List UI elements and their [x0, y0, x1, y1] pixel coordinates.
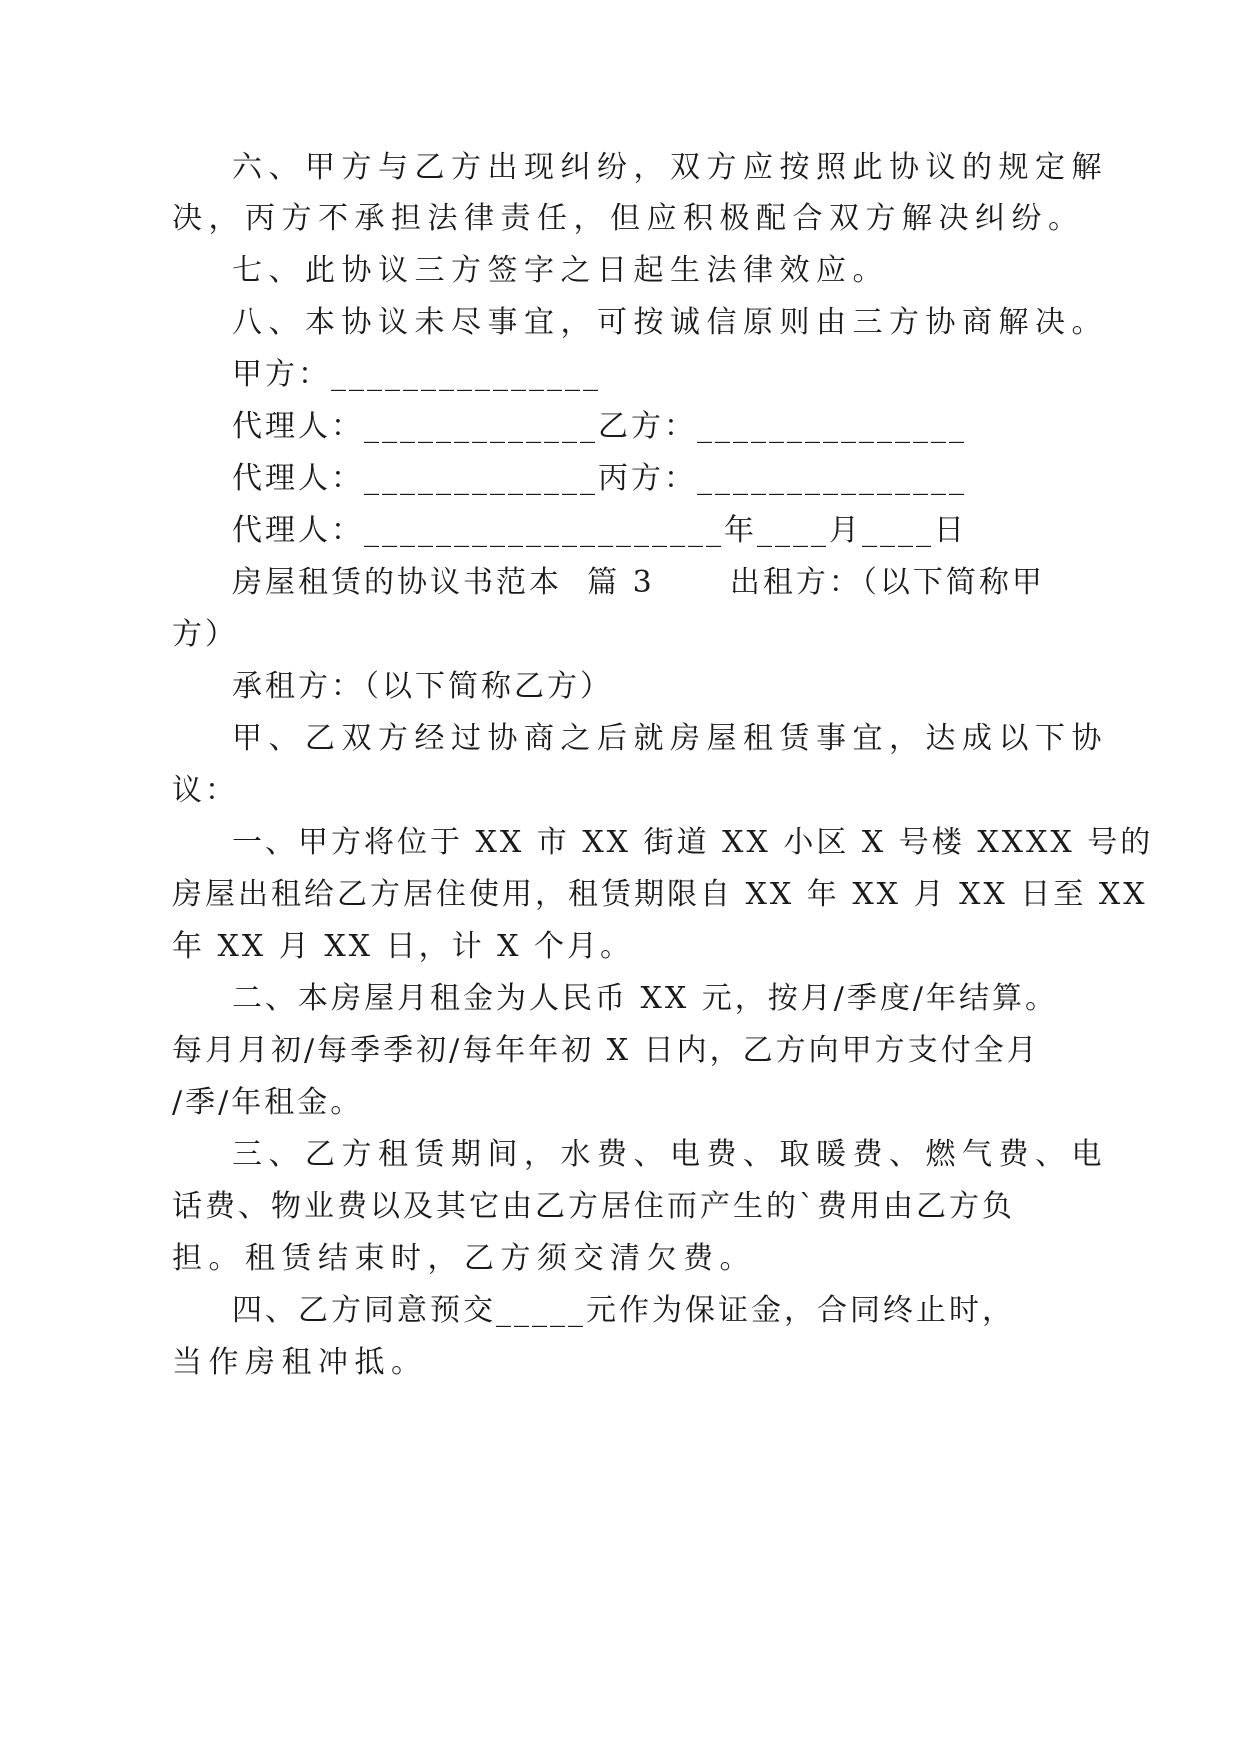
section-heading: 房屋租赁的协议书范本 篇 3 出租方：（以下简称甲: [232, 565, 1045, 600]
text-line: 决，丙方不承担法律责任，但应积极配合双方解决纠纷。: [172, 201, 1085, 236]
text-line: 七、此协议三方签字之日起生法律效应。: [232, 253, 889, 288]
text-line: 年 XX 月 XX 日，计 X 个月。: [172, 929, 634, 964]
signature-line-agent-date: 代理人：____________________年____月____日: [232, 513, 967, 548]
text-line: 二、本房屋月租金为人民币 XX 元，按月/季度/年结算。: [232, 981, 1059, 1016]
text-line: 议：: [172, 773, 238, 808]
text-line: 四、乙方同意预交_____元作为保证金，合同终止时，: [232, 1293, 1015, 1328]
text-line: 方）: [172, 617, 238, 652]
text-line: 话费、物业费以及其它由乙方居住而产生的`费用由乙方负: [172, 1189, 1015, 1224]
text-line: 甲、乙双方经过协商之后就房屋租赁事宜，达成以下协: [232, 721, 1108, 756]
text-line: 担。租赁结束时，乙方须交清欠费。: [172, 1241, 756, 1276]
text-line: 承租方：（以下简称乙方）: [232, 669, 613, 704]
signature-line-party-a: 甲方：_______________: [232, 357, 601, 392]
signature-line-agent-party-c: 代理人：_____________丙方：_______________: [232, 461, 967, 496]
text-line: 六、甲方与乙方出现纠纷，双方应按照此协议的规定解: [232, 150, 1108, 185]
text-line: 房屋出租给乙方居住使用，租赁期限自 XX 年 XX 月 XX 日至 XX: [172, 877, 1148, 912]
signature-line-agent-party-b: 代理人：_____________乙方：_______________: [232, 409, 967, 444]
text-line: /季/年租金。: [172, 1085, 364, 1120]
text-line: 八、本协议未尽事宜，可按诚信原则由三方协商解决。: [232, 305, 1108, 340]
text-line: 一、甲方将位于 XX 市 XX 街道 XX 小区 X 号楼 XXXX 号的: [232, 825, 1154, 860]
text-line: 三、乙方租赁期间，水费、电费、取暖费、燃气费、电: [232, 1137, 1108, 1172]
text-line: 当作房租冲抵。: [172, 1345, 428, 1380]
text-line: 每月月初/每季季初/每年年初 X 日内，乙方向甲方支付全月: [172, 1033, 1040, 1068]
